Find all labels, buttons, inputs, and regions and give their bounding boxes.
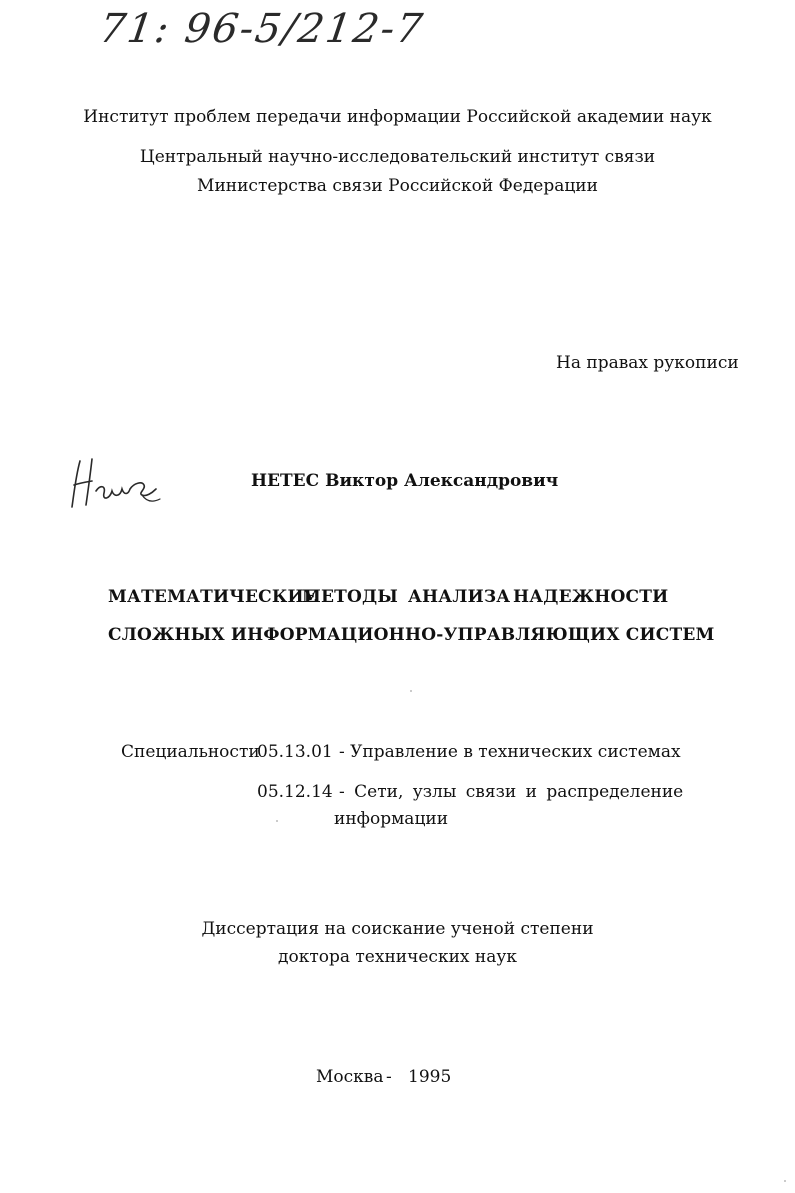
- city: Москва: [316, 1067, 384, 1087]
- institution-2-line2: Министерства связи Российской Федерации: [197, 176, 598, 196]
- specialty-1-text: - Управление в технических системах: [339, 742, 681, 762]
- city-year-separator: -: [386, 1067, 392, 1087]
- specialty-1-code: 05.13.01: [257, 742, 333, 762]
- year: 1995: [408, 1067, 452, 1087]
- title-line-1-word-2: МЕТОДЫ: [302, 587, 398, 607]
- degree-line-2: доктора технических наук: [278, 947, 517, 967]
- scan-speck: [276, 820, 278, 822]
- institution-1: Институт проблем передачи информации Российской академии наук: [83, 107, 712, 127]
- specialty-2-text: - Сети, узлы связи и распределение: [339, 782, 684, 802]
- title-line-1-word-3: АНАЛИЗА: [408, 587, 511, 607]
- title-line-2: СЛОЖНЫХ ИНФОРМАЦИОННО-УПРАВЛЯЮЩИХ СИСТЕМ: [108, 625, 715, 645]
- specialty-2-code: 05.12.14: [257, 782, 333, 802]
- degree-line-1: Диссертация на соискание ученой степени: [201, 919, 594, 939]
- specialties-label: Специальности: [121, 742, 260, 762]
- rights-note: На правах рукописи: [556, 353, 739, 373]
- title-line-1-word-4: НАДЕЖНОСТИ: [513, 587, 669, 607]
- author-signature: [62, 455, 182, 515]
- handwritten-shelf-mark: 71: 96-5/212-7: [96, 6, 427, 52]
- institution-2-line1: Центральный научно-исследовательский институт связи: [139, 147, 656, 167]
- title-line-1-word-1: МАТЕМАТИЧЕСКИЕ: [108, 587, 317, 607]
- author-name: НЕТЕС Виктор Александрович: [251, 471, 559, 491]
- scan-speck: [410, 690, 412, 692]
- scan-speck: [784, 1180, 786, 1182]
- specialty-2-text-cont: информации: [334, 809, 449, 829]
